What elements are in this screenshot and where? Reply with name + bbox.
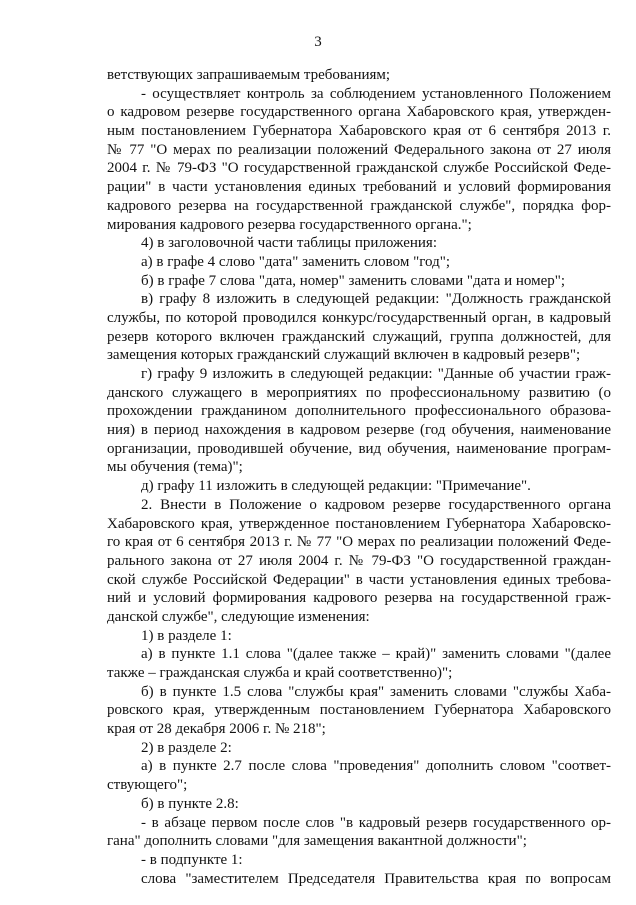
- text-line: ний и условий формирования кадрового резерва на государственной граж-: [107, 590, 611, 607]
- text-line: ным постановлением Губернатора Хабаровского края от 6 сентября 2013 г.: [107, 123, 611, 140]
- text-line: - в абзаце первом после слов "в кадровый резерв государственного ор-: [141, 814, 611, 831]
- text-line: Хабаровского края, утвержденное постановлением Губернатора Хабаровско-: [107, 515, 611, 532]
- text-line: данского служащего в мероприятиях по профессиональному развитию (о: [107, 384, 611, 401]
- text-line: 2004 г. № 79-ФЗ "О государственной гражданской службе Российской Феде-: [107, 160, 611, 177]
- text-line: данской службе", следующие изменения:: [107, 608, 370, 625]
- text-line: прохождении гражданином дополнительного профессионального образова-: [107, 403, 611, 420]
- text-line: го края от 6 сентября 2013 г. № 77 "О мерах по реализации положений Феде-: [107, 534, 611, 551]
- text-line: службы, по которой проводился конкурс/государственный орган, в кадровый: [107, 309, 611, 326]
- text-line: мы обучения (тема)";: [107, 459, 243, 476]
- text-line: ния) в период нахождения в кадровом резерве (год обучения, наименование: [107, 422, 611, 439]
- text-line: № 77 "О мерах по реализации положений Федерального закона от 27 июля: [107, 141, 611, 158]
- text-line: б) в графе 7 слова "дата, номер" заменить словами "дата и номер";: [141, 272, 566, 289]
- text-line: ской службе Российской Федерации" в части установления единых требова-: [107, 571, 611, 588]
- text-line: о кадровом резерве государственного органа Хабаровского края, утвержден-: [107, 104, 611, 121]
- text-line: края от 28 декабря 2006 г. № 218";: [107, 721, 326, 738]
- text-line: гана" дополнить словами "для замещения вакантной должности";: [107, 833, 527, 850]
- text-line: также – гражданская служба и край соответственно)";: [107, 665, 453, 681]
- text-line: г) графу 9 изложить в следующей редакции: "Данные об участии граж-: [141, 366, 611, 382]
- text-line: ветствующих запрашиваемым требованиям;: [107, 67, 391, 83]
- text-line: в) графу 8 изложить в следующей редакции: "Должность гражданской: [141, 291, 611, 308]
- text-line: слова "заместителем Председателя Правительства края по вопросам: [141, 870, 611, 887]
- text-line: а) в пункте 2.7 после слова "проведения" дополнить словом "соответ-: [141, 758, 611, 775]
- text-line: 4) в заголовочной части таблицы приложения:: [141, 235, 437, 252]
- text-line: мирования кадрового резерва государственного органа.";: [107, 216, 472, 233]
- document-body: [107, 66, 611, 888]
- text-line: 2. Внести в Положение о кадровом резерве государственного органа: [141, 496, 611, 513]
- text-line: - в подпункте 1:: [141, 851, 243, 868]
- text-line: - осуществляет контроль за соблюдением установленного Положением: [141, 85, 611, 102]
- text-line: резерв которого включен гражданский служащий, группа должностей, для: [107, 328, 611, 345]
- page-number: 3: [314, 34, 322, 50]
- text-line: кадрового резерва на государственной гражданской службе", порядка фор-: [107, 197, 611, 214]
- text-line: а) в пункте 1.1 слова "(далее также – край)" заменить словами "(далее: [141, 646, 611, 663]
- text-line: замещения которых гражданский служащий включен в кадровый резерв";: [107, 347, 581, 364]
- text-line: б) в пункте 2.8:: [141, 795, 239, 812]
- text-line: 1) в разделе 1:: [141, 627, 232, 644]
- text-line: рации" в части установления единых требований и условий формирования: [107, 179, 611, 196]
- text-line: 2) в разделе 2:: [141, 739, 232, 756]
- text-line: ствующего";: [107, 777, 188, 794]
- text-line: б) в пункте 1.5 слова "службы края" заменить словами "службы Хаба-: [141, 683, 611, 700]
- text-line: организации, проводившей обучение, вид обучения, наименование програм-: [107, 440, 611, 457]
- text-line: ровского края, утвержденным постановлением Губернатора Хабаровского: [107, 702, 611, 719]
- text-line: д) графу 11 изложить в следующей редакции: "Примечание".: [141, 478, 531, 495]
- text-line: а) в графе 4 слово "дата" заменить словом "год";: [141, 253, 450, 270]
- text-line: рального закона от 27 июля 2004 г. № 79-ФЗ "О государственной граждан-: [107, 552, 611, 569]
